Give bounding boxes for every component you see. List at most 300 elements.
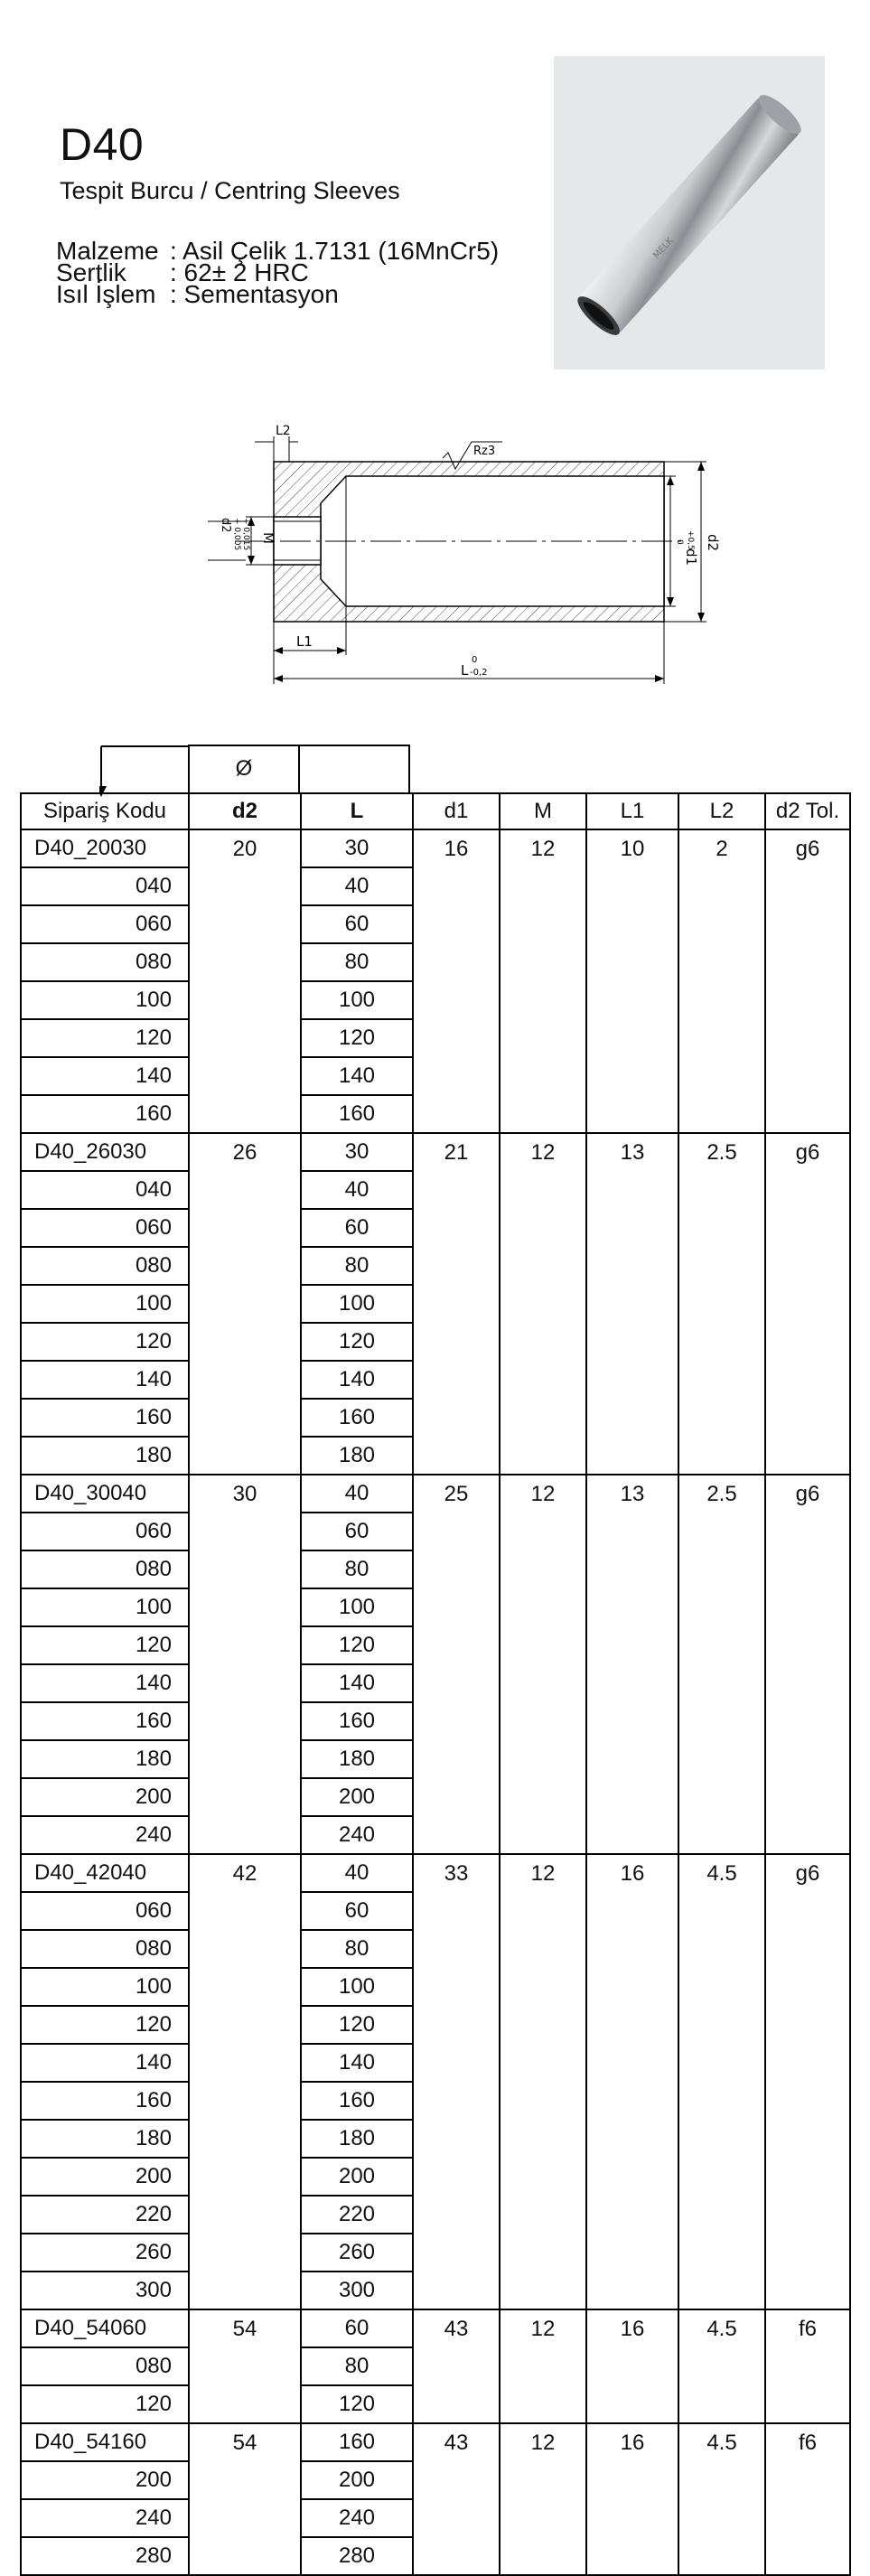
order-code-cell: D40_54160: [21, 2423, 189, 2461]
d2-tol-cell: [765, 2347, 850, 2385]
M-cell: [500, 2044, 586, 2082]
L1-cell: [586, 1930, 678, 1968]
table-row: [21, 1854, 850, 1892]
L2-cell: [678, 1664, 765, 1702]
M-cell: [500, 1968, 586, 2006]
d2-cell: [189, 1550, 301, 1588]
L-cell: 120: [301, 2385, 413, 2423]
d1-cell: [413, 2347, 500, 2385]
d2-cell: [189, 1892, 301, 1930]
d1-cell: [413, 1588, 500, 1626]
order-code-cell: 200: [21, 2461, 189, 2499]
spec-key: Isıl İşlem: [56, 280, 156, 308]
L1-cell: [586, 1323, 678, 1361]
L2-cell: [678, 1702, 765, 1740]
L2-cell: [678, 1892, 765, 1930]
d2-tol-cell: [765, 2385, 850, 2423]
d2-cell: 20: [189, 829, 301, 867]
M-cell: [500, 1323, 586, 1361]
M-cell: [500, 2234, 586, 2272]
d1-cell: [413, 1816, 500, 1854]
L1-cell: [586, 1626, 678, 1664]
M-cell: [500, 1399, 586, 1437]
order-code-cell: 160: [21, 1399, 189, 1437]
d2-tol-cell: [765, 1892, 850, 1930]
d2-tol-cell: [765, 2158, 850, 2196]
L1-cell: [586, 1247, 678, 1285]
L-cell: 100: [301, 1285, 413, 1323]
M-cell: [500, 2461, 586, 2499]
order-code-cell: 160: [21, 2082, 189, 2120]
M-cell: [500, 2385, 586, 2423]
L1-cell: [586, 1171, 678, 1209]
M-cell: [500, 867, 586, 905]
table-row: [21, 2347, 850, 2385]
L-cell: 120: [301, 1323, 413, 1361]
L1-cell: [586, 2006, 678, 2044]
d2-tol-cell: [765, 905, 850, 943]
d1-cell: [413, 1399, 500, 1437]
table-header-row: [21, 793, 850, 829]
M-cell: [500, 1057, 586, 1095]
table-row: [21, 867, 850, 905]
L-cell: 180: [301, 1740, 413, 1778]
M-cell: [500, 1550, 586, 1588]
order-code-cell: 100: [21, 1588, 189, 1626]
d2-tol-cell: [765, 1057, 850, 1095]
L2-cell: [678, 1057, 765, 1095]
order-code-cell: 300: [21, 2272, 189, 2309]
L1-cell: [586, 1816, 678, 1854]
table-row: [21, 2044, 850, 2082]
L-cell: 100: [301, 981, 413, 1019]
dim-d2-left-tol: + 0,005: [232, 518, 241, 551]
L2-cell: [678, 2006, 765, 2044]
d2-tol-cell: [765, 2082, 850, 2120]
order-code-cell: 240: [21, 2499, 189, 2537]
d2-cell: [189, 1361, 301, 1399]
L1-cell: [586, 1019, 678, 1057]
M-cell: [500, 2158, 586, 2196]
d1-cell: [413, 943, 500, 981]
order-code-cell: 280: [21, 2537, 189, 2575]
table-row: [21, 905, 850, 943]
d2-tol-cell: [765, 1247, 850, 1285]
M-cell: [500, 1816, 586, 1854]
L1-cell: [586, 1285, 678, 1323]
L-cell: 200: [301, 2158, 413, 2196]
d2-tol-cell: [765, 1930, 850, 1968]
d2-cell: [189, 2234, 301, 2272]
d2-tol-cell: [765, 1702, 850, 1740]
order-code-cell: 100: [21, 981, 189, 1019]
table-row: [21, 1892, 850, 1930]
L-cell: 240: [301, 2499, 413, 2537]
order-code-cell: 120: [21, 1019, 189, 1057]
d2-cell: [189, 2537, 301, 2575]
L-cell: 80: [301, 2347, 413, 2385]
order-code-cell: 180: [21, 1740, 189, 1778]
L1-cell: [586, 2158, 678, 2196]
d2-cell: [189, 1740, 301, 1778]
L1-cell: [586, 2120, 678, 2158]
d2-cell: [189, 1171, 301, 1209]
M-cell: [500, 1285, 586, 1323]
L2-cell: [678, 1209, 765, 1247]
d1-cell: [413, 1095, 500, 1133]
d2-cell: [189, 1626, 301, 1664]
L-cell: 60: [301, 1892, 413, 1930]
d1-cell: [413, 2196, 500, 2234]
product-title: D40: [60, 119, 145, 170]
L1-cell: [586, 2347, 678, 2385]
d1-cell: [413, 2461, 500, 2499]
table-row: [21, 2196, 850, 2234]
order-code-cell: 040: [21, 1171, 189, 1209]
d2-tol-cell: [765, 1437, 850, 1475]
arrow-down-icon: [99, 745, 190, 799]
order-code-cell: D40_42040: [21, 1854, 189, 1892]
sleeve-photo-image: [554, 56, 825, 370]
dim-d1-label: d1: [683, 548, 699, 567]
d2-tol-cell: [765, 1171, 850, 1209]
M-cell: [500, 1361, 586, 1399]
M-cell: [500, 905, 586, 943]
table-row: [21, 1702, 850, 1740]
order-code-cell: 080: [21, 1550, 189, 1588]
L1-cell: [586, 2537, 678, 2575]
d1-cell: [413, 2499, 500, 2537]
d2-tol-cell: f6: [765, 2423, 850, 2461]
table-body: [21, 793, 850, 2575]
L2-cell: [678, 867, 765, 905]
L-cell: 60: [301, 1513, 413, 1550]
spec-key: Malzeme: [56, 237, 159, 265]
d2-cell: [189, 981, 301, 1019]
L-cell: 120: [301, 1626, 413, 1664]
d2-cell: [189, 1778, 301, 1816]
L2-cell: 2: [678, 829, 765, 867]
order-code-cell: 080: [21, 1247, 189, 1285]
d2-cell: [189, 1702, 301, 1740]
table-row: [21, 1816, 850, 1854]
M-cell: [500, 1930, 586, 1968]
technical-drawing: [181, 402, 741, 700]
d2-cell: [189, 1513, 301, 1550]
order-code-cell: 140: [21, 2044, 189, 2082]
L1-cell: 16: [586, 1854, 678, 1892]
d1-cell: [413, 2158, 500, 2196]
M-cell: 12: [500, 1854, 586, 1892]
M-cell: [500, 1778, 586, 1816]
L1-cell: [586, 2499, 678, 2537]
M-cell: [500, 1664, 586, 1702]
d2-tol-cell: [765, 1285, 850, 1323]
L-cell: 260: [301, 2234, 413, 2272]
M-cell: [500, 2120, 586, 2158]
dim-L-tol-bottom: -0,2: [470, 668, 488, 678]
L2-cell: [678, 2537, 765, 2575]
M-cell: [500, 1437, 586, 1475]
table-row: [21, 2385, 850, 2423]
L1-cell: [586, 1361, 678, 1399]
dim-L2-label: L2: [276, 424, 291, 438]
L2-cell: [678, 981, 765, 1019]
order-code-cell: 060: [21, 1209, 189, 1247]
dim-L-label: L: [461, 662, 469, 679]
d1-cell: [413, 1778, 500, 1816]
L1-cell: 16: [586, 2423, 678, 2461]
L2-cell: [678, 1626, 765, 1664]
L-cell: 60: [301, 905, 413, 943]
L-cell: 160: [301, 2082, 413, 2120]
M-cell: [500, 1209, 586, 1247]
L-cell: 160: [301, 1399, 413, 1437]
L2-cell: [678, 2158, 765, 2196]
L2-cell: [678, 2272, 765, 2309]
M-cell: [500, 1171, 586, 1209]
L-cell: 40: [301, 1171, 413, 1209]
order-code-cell: 120: [21, 2385, 189, 2423]
L1-cell: [586, 1778, 678, 1816]
d1-cell: [413, 1740, 500, 1778]
M-cell: 12: [500, 2309, 586, 2347]
d2-tol-cell: [765, 1588, 850, 1626]
table-row: [21, 1057, 850, 1095]
table-row: [21, 2082, 850, 2120]
table-row: [21, 1019, 850, 1057]
d2-cell: 30: [189, 1475, 301, 1513]
d1-cell: [413, 2385, 500, 2423]
L-cell: 160: [301, 1702, 413, 1740]
d2-tol-cell: [765, 1816, 850, 1854]
L2-cell: [678, 1095, 765, 1133]
d2-tol-cell: g6: [765, 829, 850, 867]
L-cell: 80: [301, 1550, 413, 1588]
order-code-cell: 080: [21, 2347, 189, 2385]
d2-cell: [189, 2385, 301, 2423]
table-row: [21, 1626, 850, 1664]
L-cell: 140: [301, 1057, 413, 1095]
d2-cell: [189, 905, 301, 943]
L-cell: 40: [301, 1475, 413, 1513]
L-cell: 140: [301, 1664, 413, 1702]
d1-cell: [413, 1892, 500, 1930]
L2-cell: 4.5: [678, 1854, 765, 1892]
header-order-code: Sipariş Kodu: [21, 793, 189, 829]
d1-cell: [413, 905, 500, 943]
table-row: [21, 1475, 850, 1513]
d2-cell: 54: [189, 2309, 301, 2347]
M-cell: [500, 2347, 586, 2385]
order-code-cell: 060: [21, 1513, 189, 1550]
order-code-cell: 080: [21, 943, 189, 981]
dim-L1-label: L1: [296, 633, 313, 650]
L-cell: 300: [301, 2272, 413, 2309]
order-code-cell: 080: [21, 1930, 189, 1968]
d1-cell: [413, 1930, 500, 1968]
L1-cell: [586, 1740, 678, 1778]
L1-cell: [586, 1968, 678, 2006]
order-code-cell: D40_54060: [21, 2309, 189, 2347]
table-row: [21, 1437, 850, 1475]
L-cell: 80: [301, 1247, 413, 1285]
table-row: [21, 2537, 850, 2575]
d2-cell: 54: [189, 2423, 301, 2461]
table-row: [21, 1323, 850, 1361]
L2-cell: [678, 2461, 765, 2499]
d2-tol-cell: [765, 1550, 850, 1588]
L2-cell: [678, 943, 765, 981]
d1-cell: 16: [413, 829, 500, 867]
L-cell: 120: [301, 1019, 413, 1057]
d2-tol-cell: [765, 981, 850, 1019]
d1-cell: [413, 2044, 500, 2082]
M-cell: [500, 1095, 586, 1133]
d1-cell: [413, 2537, 500, 2575]
d2-tol-cell: [765, 1968, 850, 2006]
table-row: [21, 2234, 850, 2272]
L1-cell: [586, 2082, 678, 2120]
L2-cell: [678, 1399, 765, 1437]
L1-cell: 13: [586, 1133, 678, 1171]
d1-cell: [413, 1664, 500, 1702]
d2-cell: [189, 1968, 301, 2006]
L1-cell: [586, 867, 678, 905]
L-cell: 40: [301, 867, 413, 905]
L1-cell: [586, 1437, 678, 1475]
d1-cell: [413, 2272, 500, 2309]
order-code-cell: 200: [21, 2158, 189, 2196]
M-cell: [500, 2196, 586, 2234]
L-cell: 160: [301, 2423, 413, 2461]
L2-cell: [678, 1285, 765, 1323]
d2-cell: [189, 2196, 301, 2234]
L2-cell: [678, 1930, 765, 1968]
L2-cell: [678, 1437, 765, 1475]
spec-value: : Asil Çelik 1.7131 (16MnCr5): [170, 237, 500, 265]
L2-cell: [678, 2385, 765, 2423]
order-code-cell: 140: [21, 1664, 189, 1702]
L1-cell: [586, 2196, 678, 2234]
d2-cell: [189, 2461, 301, 2499]
order-code-cell: 060: [21, 905, 189, 943]
order-code-cell: 220: [21, 2196, 189, 2234]
order-code-cell: 120: [21, 1626, 189, 1664]
M-cell: [500, 943, 586, 981]
d2-cell: [189, 2044, 301, 2082]
M-cell: 12: [500, 1475, 586, 1513]
d2-tol-cell: [765, 1513, 850, 1550]
L1-cell: [586, 2044, 678, 2082]
L2-cell: [678, 1171, 765, 1209]
d1-cell: [413, 2006, 500, 2044]
L2-cell: [678, 2044, 765, 2082]
d2-cell: [189, 1057, 301, 1095]
table-row: [21, 2423, 850, 2461]
spec-value: : Sementasyon: [170, 280, 339, 308]
table-row: [21, 1550, 850, 1588]
L2-cell: [678, 2196, 765, 2234]
d2-cell: [189, 2272, 301, 2309]
d2-tol-cell: [765, 1664, 850, 1702]
table-row: [21, 2309, 850, 2347]
d2-cell: [189, 2347, 301, 2385]
d2-cell: [189, 1095, 301, 1133]
header-L2: L2: [678, 793, 765, 829]
L-cell: 200: [301, 1778, 413, 1816]
d2-tol-cell: [765, 2499, 850, 2537]
M-cell: [500, 1702, 586, 1740]
M-cell: 12: [500, 2423, 586, 2461]
d2-cell: [189, 1664, 301, 1702]
order-code-cell: 140: [21, 1057, 189, 1095]
L1-cell: [586, 943, 678, 981]
L2-cell: [678, 1968, 765, 2006]
d1-cell: [413, 1626, 500, 1664]
d2-tol-cell: [765, 2120, 850, 2158]
M-cell: [500, 2499, 586, 2537]
L-cell: 60: [301, 1209, 413, 1247]
L-cell: 180: [301, 1437, 413, 1475]
header-M: M: [500, 793, 586, 829]
L2-cell: 4.5: [678, 2423, 765, 2461]
d1-cell: [413, 1361, 500, 1399]
L-cell: 120: [301, 2006, 413, 2044]
d1-cell: [413, 2120, 500, 2158]
spec-key: Sertlik: [56, 258, 126, 286]
table-row: [21, 2461, 850, 2499]
dim-L-tol-top: 0: [472, 655, 478, 665]
d2-cell: [189, 1816, 301, 1854]
L2-cell: [678, 2347, 765, 2385]
table-row: [21, 2120, 850, 2158]
L-cell: 30: [301, 829, 413, 867]
d2-tol-cell: [765, 943, 850, 981]
table-row: [21, 981, 850, 1019]
L2-cell: [678, 1550, 765, 1588]
d1-cell: 43: [413, 2423, 500, 2461]
phi-header-box: [188, 745, 300, 792]
d2-tol-cell: [765, 2234, 850, 2272]
d2-cell: [189, 2499, 301, 2537]
d2-tol-cell: g6: [765, 1854, 850, 1892]
d2-cell: [189, 1019, 301, 1057]
L-cell: 30: [301, 1133, 413, 1171]
d1-cell: [413, 1171, 500, 1209]
L1-cell: [586, 1209, 678, 1247]
d1-cell: 21: [413, 1133, 500, 1171]
L-cell: 200: [301, 2461, 413, 2499]
d2-tol-cell: [765, 2006, 850, 2044]
d1-cell: [413, 1550, 500, 1588]
table-row: [21, 829, 850, 867]
L-cell: 40: [301, 1854, 413, 1892]
d1-cell: [413, 1968, 500, 2006]
d2-tol-cell: [765, 1209, 850, 1247]
L-cell: 180: [301, 2120, 413, 2158]
table-row: [21, 2158, 850, 2196]
L1-cell: [586, 1892, 678, 1930]
table-row: [21, 1361, 850, 1399]
L1-cell: [586, 2272, 678, 2309]
L-cell: 140: [301, 1361, 413, 1399]
order-code-cell: D40_26030: [21, 1133, 189, 1171]
table-row: [21, 1171, 850, 1209]
L1-cell: [586, 981, 678, 1019]
M-cell: [500, 1019, 586, 1057]
L2-cell: [678, 1361, 765, 1399]
